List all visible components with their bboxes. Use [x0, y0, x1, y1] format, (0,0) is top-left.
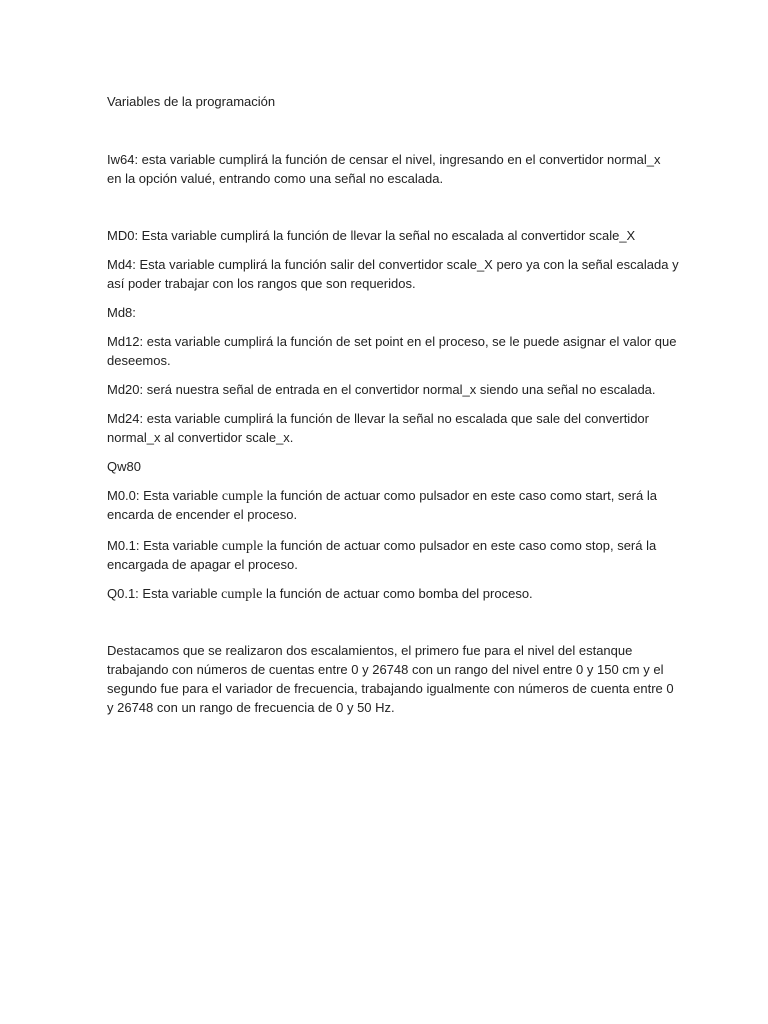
- document-title: Variables de la programación: [107, 94, 276, 109]
- md8-line-1: Md8:: [107, 305, 136, 320]
- conclusion-line-1: Destacamos que se realizaron dos escalamientos, el primero fue para el nivel del estanque: [107, 643, 633, 658]
- md20-line-1: Md20: será nuestra señal de entrada en el convertidor normal_x siendo una señal no escalada.: [107, 382, 656, 397]
- m01-line-1: [107, 536, 656, 556]
- md12-line-2: deseemos.: [107, 353, 171, 368]
- m01-prefix: M0.1: Esta variable: [107, 538, 222, 553]
- iw64-line-1: Iw64: esta variable cumplirá la función de censar el nivel, ingresando en el convertidor normal_x: [107, 152, 661, 167]
- m01-line-2: encargada de apagar el proceso.: [107, 557, 298, 572]
- m00-suffix: la función de actuar como pulsador en este caso como start, será la: [263, 488, 657, 503]
- m00-prefix: M0.0: Esta variable: [107, 488, 222, 503]
- m01-suffix: la función de actuar como pulsador en este caso como stop, será la: [263, 538, 657, 553]
- conclusion-line-3: segundo fue para el variador de frecuencia, trabajando igualmente con números de cuenta entre 0: [107, 681, 674, 696]
- conclusion-line-2: trabajando con números de cuentas entre 0 y 26748 con un rango del nivel entre 0 y 150 cm y el: [107, 662, 664, 677]
- q01-prefix: Q0.1: Esta variable: [107, 586, 222, 601]
- q01-line-1: [107, 584, 533, 604]
- md24-line-2: normal_x al convertidor scale_x.: [107, 430, 294, 445]
- iw64-line-2: en la opción valué, entrando como una señal no escalada.: [107, 171, 444, 186]
- md0-line-1: MD0: Esta variable cumplirá la función de llevar la señal no escalada al convertidor scale_X: [107, 228, 636, 243]
- conclusion-line-4: y 26748 con un rango de frecuencia de 0 y 50 Hz.: [107, 700, 395, 715]
- m00-line-1: [107, 486, 657, 506]
- md4-line-1: Md4: Esta variable cumplirá la función salir del convertidor scale_X pero ya con la señal escalada y: [107, 257, 679, 272]
- qw80-line-1: Qw80: [107, 459, 141, 474]
- m00-line-2: encarda de encender el proceso.: [107, 507, 298, 522]
- md12-line-1: Md12: esta variable cumplirá la función de set point en el proceso, se le puede asignar el valor que: [107, 334, 677, 349]
- md24-line-1: Md24: esta variable cumplirá la función de llevar la señal no escalada que sale del convertidor: [107, 411, 649, 426]
- m01-serif-word: cumple: [221, 539, 264, 554]
- md4-line-2: así poder trabajar con los rangos que son requeridos.: [107, 276, 416, 291]
- q01-serif-word: cumple: [221, 587, 263, 602]
- q01-suffix: la función de actuar como bomba del proceso.: [262, 586, 533, 601]
- m00-serif-word: cumple: [221, 489, 264, 504]
